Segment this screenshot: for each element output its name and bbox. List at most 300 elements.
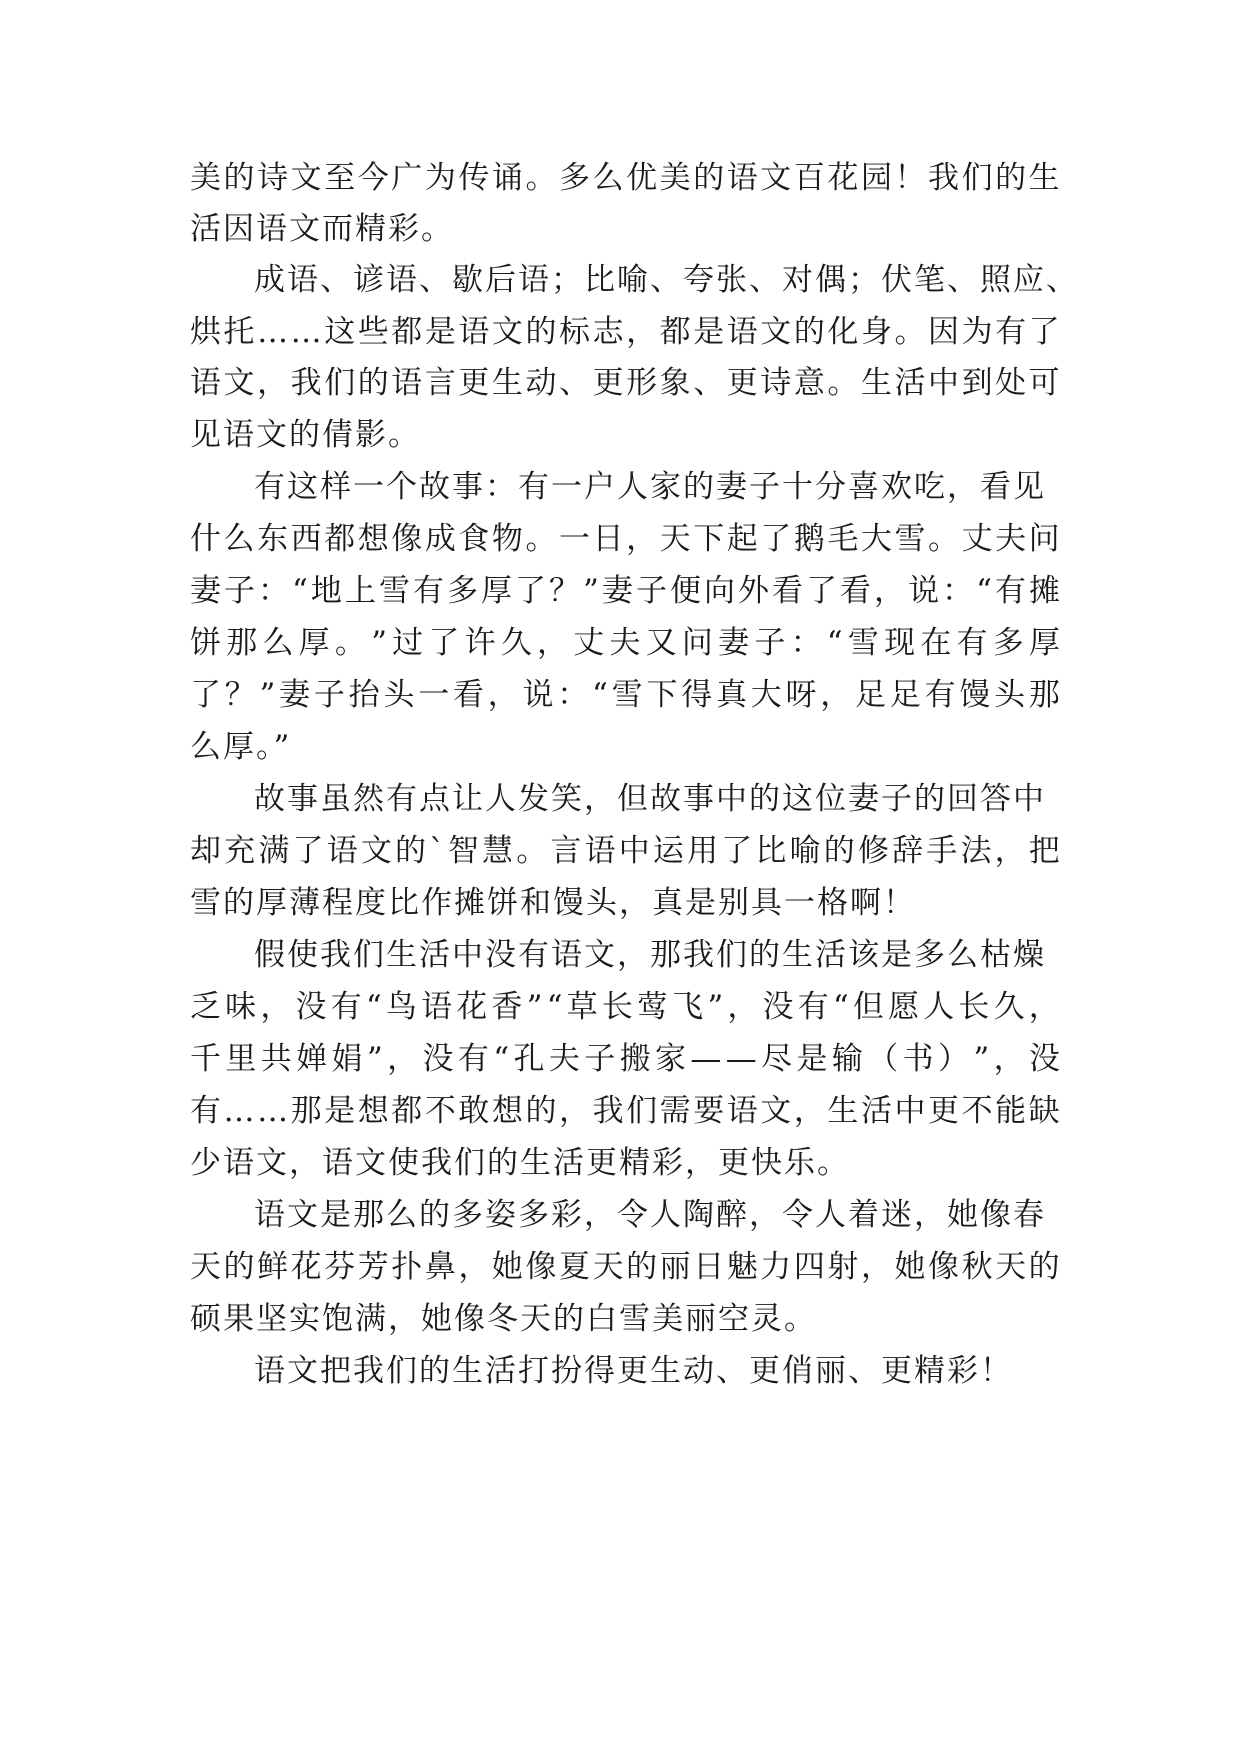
text-char: 言 bbox=[424, 365, 456, 401]
text-char: 婵 bbox=[296, 1041, 328, 1077]
text-char: 头 bbox=[994, 677, 1026, 713]
text-char: 却 bbox=[190, 833, 221, 869]
text-line: 语文是那么的多姿多彩，令人陶醉，令人着迷，她像春 bbox=[254, 1197, 1046, 1233]
text-char: 看 bbox=[452, 677, 484, 713]
text-char: 厚 bbox=[481, 573, 512, 609]
text-char: 敢 bbox=[458, 1093, 490, 1129]
text-char: 像 bbox=[391, 521, 423, 557]
text-char: 雪 bbox=[611, 677, 643, 713]
text-char: ？ bbox=[549, 573, 581, 609]
text-char: 外 bbox=[737, 573, 769, 609]
text-char: ， bbox=[487, 677, 519, 713]
text-char: 扑 bbox=[391, 1249, 423, 1285]
text-char: 地 bbox=[310, 573, 342, 609]
text-char: 是 bbox=[693, 314, 725, 350]
text-char: 有 bbox=[994, 573, 1026, 609]
text-char: 中 bbox=[894, 1093, 926, 1129]
text-char: “ bbox=[976, 573, 992, 609]
text-char: 、 bbox=[559, 365, 591, 401]
text-char: 。 bbox=[827, 365, 859, 401]
text-char: ： bbox=[942, 573, 974, 609]
text-char: 文 bbox=[360, 833, 392, 869]
text-char: 么 bbox=[592, 160, 624, 196]
text-char: 看 bbox=[840, 573, 872, 609]
text-char: 文 bbox=[491, 314, 523, 350]
text-char: ” bbox=[973, 1041, 990, 1077]
text-char: 人 bbox=[923, 989, 955, 1025]
text-char: 语 bbox=[726, 160, 758, 196]
text-char: ， bbox=[458, 1249, 490, 1285]
text-char: 成 bbox=[424, 521, 456, 557]
text-char: 里 bbox=[225, 1041, 257, 1077]
text-char: ” bbox=[707, 989, 724, 1025]
text-char: ： bbox=[258, 573, 290, 609]
text-char: 输 bbox=[831, 1041, 863, 1077]
text-char: 了 bbox=[1028, 314, 1060, 350]
text-char: 莺 bbox=[636, 989, 668, 1025]
text-char: 文 bbox=[290, 160, 322, 196]
text-char: 那 bbox=[226, 625, 258, 661]
text-char: 足 bbox=[889, 677, 921, 713]
text-char: 的 bbox=[995, 160, 1027, 196]
text-char: 说 bbox=[908, 573, 940, 609]
text-char: 看 bbox=[772, 573, 803, 609]
text-char: 天 bbox=[659, 521, 691, 557]
text-line bbox=[190, 519, 1060, 559]
text-char: 多 bbox=[446, 573, 478, 609]
text-char: 物 bbox=[491, 521, 523, 557]
text-char: 这 bbox=[324, 314, 356, 350]
text-char: 过 bbox=[392, 625, 424, 661]
text-char: 修 bbox=[857, 833, 889, 869]
text-char: 语 bbox=[458, 314, 490, 350]
text-char: 丽 bbox=[659, 1249, 691, 1285]
text-char: 想 bbox=[491, 1093, 523, 1129]
text-char: 的 bbox=[357, 365, 389, 401]
text-char: 尽 bbox=[761, 1041, 793, 1077]
text-char: 一 bbox=[559, 521, 591, 557]
text-char: 长 bbox=[958, 989, 990, 1025]
text-char: 都 bbox=[324, 521, 356, 557]
text-char: 语 bbox=[421, 989, 453, 1025]
text-char: 鲜 bbox=[257, 1249, 289, 1285]
text-line: 见语文的倩影。 bbox=[190, 417, 421, 453]
text-char: 广 bbox=[391, 160, 423, 196]
text-char: 生 bbox=[860, 365, 892, 401]
text-line: 活因语文而精彩。 bbox=[190, 211, 454, 247]
text-char: 都 bbox=[659, 314, 691, 350]
text-char: ， bbox=[257, 365, 289, 401]
text-line bbox=[190, 831, 1060, 871]
text-char: 那 bbox=[290, 1093, 322, 1129]
text-line bbox=[190, 158, 1060, 198]
text-char: ！ bbox=[894, 160, 926, 196]
text-char: 生 bbox=[491, 365, 523, 401]
text-char: 搬 bbox=[619, 1041, 651, 1077]
text-char: 花 bbox=[290, 1249, 322, 1285]
text-char: 比 bbox=[755, 833, 787, 869]
text-char: 丈 bbox=[961, 521, 993, 557]
text-char: 一 bbox=[418, 677, 450, 713]
text-char: 化 bbox=[827, 314, 859, 350]
text-char: 美 bbox=[190, 160, 221, 196]
text-char: ： bbox=[557, 677, 589, 713]
text-char: 有 bbox=[995, 314, 1027, 350]
text-char: 草 bbox=[566, 989, 598, 1025]
text-char: 味 bbox=[225, 989, 257, 1025]
text-char: 今 bbox=[357, 160, 389, 196]
text-line bbox=[190, 675, 1060, 715]
text-char: 中 bbox=[618, 833, 650, 869]
text-char: 生 bbox=[1028, 160, 1060, 196]
text-char: 中 bbox=[928, 365, 960, 401]
text-char: 夫 bbox=[609, 625, 641, 661]
text-char: 向 bbox=[703, 573, 735, 609]
text-char: 足 bbox=[855, 677, 887, 713]
text-char: 雪 bbox=[894, 521, 926, 557]
text-char: 么 bbox=[262, 625, 294, 661]
text-char: 象 bbox=[659, 365, 691, 401]
text-char: 大 bbox=[860, 521, 892, 557]
text-char: 夫 bbox=[548, 1041, 580, 1077]
text-char: 花 bbox=[456, 989, 488, 1025]
text-char: 抬 bbox=[348, 677, 380, 713]
text-char: 的 bbox=[1028, 1249, 1060, 1285]
text-char: 鹅 bbox=[793, 521, 825, 557]
text-char: 问 bbox=[681, 625, 713, 661]
text-char: 像 bbox=[525, 1249, 557, 1285]
text-char: 我 bbox=[290, 365, 322, 401]
text-char: 下 bbox=[693, 521, 725, 557]
text-line bbox=[190, 987, 1060, 1027]
text-char: 了 bbox=[515, 573, 547, 609]
text-char: 千 bbox=[190, 1041, 221, 1077]
text-char: 什 bbox=[190, 521, 221, 557]
text-char: 的 bbox=[693, 160, 725, 196]
text-char: 大 bbox=[750, 677, 782, 713]
text-char: 智 bbox=[447, 833, 479, 869]
text-char: 们 bbox=[961, 160, 993, 196]
text-char: 有 bbox=[190, 1093, 221, 1129]
text-char: 愿 bbox=[888, 989, 920, 1025]
text-char: 起 bbox=[726, 521, 758, 557]
text-char: 活 bbox=[860, 1093, 892, 1129]
text-char: 四 bbox=[793, 1249, 825, 1285]
text-char: 美 bbox=[659, 160, 691, 196]
text-char: ， bbox=[793, 1093, 825, 1129]
text-char: 鼻 bbox=[424, 1249, 456, 1285]
text-char: ， bbox=[820, 677, 852, 713]
text-char: ） bbox=[937, 1041, 969, 1077]
text-char: 妻 bbox=[279, 677, 311, 713]
text-line: 成语、谚语、歇后语；比喻、夸张、对偶；伏笔、照应、 bbox=[254, 262, 1079, 298]
text-line bbox=[190, 363, 1060, 403]
text-char: 日 bbox=[693, 1249, 725, 1285]
text-char: 子 bbox=[635, 573, 667, 609]
text-char: 。 bbox=[894, 314, 926, 350]
text-char: 我 bbox=[928, 160, 960, 196]
text-char: 日 bbox=[592, 521, 624, 557]
text-char: 飞 bbox=[672, 989, 704, 1025]
text-char: 厚 bbox=[1028, 625, 1060, 661]
text-char: “ bbox=[365, 989, 382, 1025]
text-char: 诵 bbox=[491, 160, 523, 196]
text-char: 西 bbox=[290, 521, 322, 557]
text-char: 便 bbox=[669, 573, 701, 609]
text-char: “ bbox=[592, 677, 608, 713]
text-char: 她 bbox=[491, 1249, 523, 1285]
text-char: 娟 bbox=[331, 1041, 363, 1077]
text-char: 想 bbox=[357, 521, 389, 557]
text-line: 少语文，语文使我们的生活更精彩，更快乐。 bbox=[190, 1145, 850, 1181]
text-char: 久 bbox=[500, 625, 532, 661]
text-char: — bbox=[690, 1041, 722, 1077]
text-char: 。 bbox=[525, 160, 557, 196]
text-char: 言 bbox=[550, 833, 582, 869]
text-char: 真 bbox=[715, 677, 747, 713]
text-char: 有 bbox=[924, 677, 956, 713]
text-char: 辞 bbox=[892, 833, 924, 869]
text-char: 没 bbox=[1028, 1041, 1060, 1077]
text-char: 不 bbox=[961, 1093, 993, 1129]
text-char: 了 bbox=[760, 521, 792, 557]
text-char: 喻 bbox=[789, 833, 821, 869]
text-line: 有这样一个故事：有一户人家的妻子十分喜欢吃，看见 bbox=[254, 469, 1046, 505]
text-char: ， bbox=[860, 1249, 892, 1285]
text-char: 上 bbox=[344, 573, 376, 609]
text-char: — bbox=[725, 1041, 757, 1077]
text-char: 呀 bbox=[785, 677, 817, 713]
text-char: … bbox=[257, 314, 289, 350]
text-char: 满 bbox=[258, 833, 290, 869]
text-char: 的 bbox=[823, 833, 855, 869]
text-char: 传 bbox=[458, 160, 490, 196]
text-char: 馒 bbox=[959, 677, 991, 713]
text-char: 天 bbox=[995, 1249, 1027, 1285]
text-line bbox=[190, 623, 1060, 663]
text-char: 志 bbox=[592, 314, 624, 350]
text-char: 手 bbox=[926, 833, 958, 869]
text-char: 把 bbox=[1028, 833, 1060, 869]
text-line: 假使我们生活中没有语文，那我们的生活该是多么枯燥 bbox=[254, 937, 1046, 973]
text-char: 意 bbox=[793, 365, 825, 401]
text-char: 更 bbox=[726, 365, 758, 401]
text-char: ` bbox=[429, 833, 445, 869]
text-char: 有 bbox=[330, 989, 362, 1025]
text-char: 那 bbox=[1028, 677, 1060, 713]
text-char: 园 bbox=[860, 160, 892, 196]
text-char: 们 bbox=[626, 1093, 658, 1129]
text-char: “ bbox=[493, 1041, 510, 1077]
text-char: 摊 bbox=[1028, 573, 1060, 609]
text-char: 因 bbox=[928, 314, 960, 350]
text-char: 我 bbox=[592, 1093, 624, 1129]
text-char: 有 bbox=[797, 989, 829, 1025]
text-char: 文 bbox=[760, 160, 792, 196]
text-char: 雪 bbox=[847, 625, 879, 661]
text-char: ， bbox=[994, 833, 1026, 869]
text-char: 头 bbox=[383, 677, 415, 713]
text-char: 到 bbox=[961, 365, 993, 401]
text-char: 有 bbox=[457, 1041, 489, 1077]
text-char: 夫 bbox=[995, 521, 1027, 557]
text-char: 了 bbox=[721, 833, 753, 869]
text-char: 现 bbox=[884, 625, 916, 661]
text-char: 说 bbox=[522, 677, 554, 713]
text-char: 的 bbox=[525, 314, 557, 350]
text-char: 标 bbox=[559, 314, 591, 350]
text-char: 天 bbox=[190, 1249, 221, 1285]
text-char: 下 bbox=[646, 677, 678, 713]
text-char: 百 bbox=[793, 160, 825, 196]
text-char: 力 bbox=[760, 1249, 792, 1285]
text-char: 优 bbox=[626, 160, 658, 196]
text-char: 么 bbox=[223, 521, 255, 557]
text-char: 都 bbox=[391, 1093, 423, 1129]
text-char: 又 bbox=[645, 625, 677, 661]
text-char: 、 bbox=[693, 365, 725, 401]
text-char: 了 bbox=[190, 677, 221, 713]
text-char: 诗 bbox=[760, 365, 792, 401]
text-char: 是 bbox=[796, 1041, 828, 1077]
text-char: 语 bbox=[326, 833, 358, 869]
text-char: 问 bbox=[1028, 521, 1060, 557]
text-char: 天 bbox=[592, 1249, 624, 1285]
text-char: ？ bbox=[224, 677, 256, 713]
text-char: 夏 bbox=[559, 1249, 591, 1285]
text-char: 得 bbox=[681, 677, 713, 713]
text-char: 至 bbox=[324, 160, 356, 196]
text-char: 为 bbox=[424, 160, 456, 196]
text-char: 东 bbox=[257, 521, 289, 557]
text-char: 乏 bbox=[190, 989, 221, 1025]
text-char: “ bbox=[292, 573, 308, 609]
text-char: 久 bbox=[993, 989, 1025, 1025]
text-char: 更 bbox=[458, 365, 490, 401]
text-char: 是 bbox=[324, 1093, 356, 1129]
text-char: ： bbox=[790, 625, 822, 661]
text-char: ” bbox=[526, 989, 543, 1025]
text-char: 是 bbox=[424, 314, 456, 350]
text-char: “ bbox=[546, 989, 563, 1025]
text-char: 更 bbox=[928, 1093, 960, 1129]
text-char: ， bbox=[727, 989, 759, 1025]
text-char: 没 bbox=[295, 989, 327, 1025]
text-char: 缺 bbox=[1028, 1093, 1060, 1129]
text-char: 语 bbox=[391, 365, 423, 401]
text-char: 活 bbox=[894, 365, 926, 401]
text-char: ， bbox=[260, 989, 292, 1025]
text-char: 的 bbox=[793, 314, 825, 350]
text-char: 的 bbox=[525, 1093, 557, 1129]
text-char: 香 bbox=[491, 989, 523, 1025]
text-char: 们 bbox=[324, 365, 356, 401]
text-char: 子 bbox=[754, 625, 786, 661]
text-char: 为 bbox=[961, 314, 993, 350]
text-char: 妻 bbox=[718, 625, 750, 661]
text-char: 的 bbox=[223, 1249, 255, 1285]
text-char: 运 bbox=[652, 833, 684, 869]
text-char: “ bbox=[832, 989, 849, 1025]
text-line: 硕果坚实饱满，她像冬天的白雪美丽空灵。 bbox=[190, 1301, 817, 1337]
text-char: 托 bbox=[223, 314, 255, 350]
text-char: … bbox=[223, 1093, 255, 1129]
text-char: 的 bbox=[395, 833, 427, 869]
text-char: ， bbox=[993, 1041, 1025, 1077]
text-line: 故事虽然有点让人发笑，但故事中的这位妻子的回答中 bbox=[254, 781, 1046, 817]
text-char: 想 bbox=[357, 1093, 389, 1129]
text-char: 秋 bbox=[961, 1249, 993, 1285]
text-line: 雪的厚薄程度比作摊饼和馒头，真是别具一格啊！ bbox=[190, 885, 916, 921]
text-line bbox=[190, 1247, 1060, 1287]
text-char: ， bbox=[626, 521, 658, 557]
text-char: 。 bbox=[525, 521, 557, 557]
text-char: 。 bbox=[516, 833, 548, 869]
text-char: （ bbox=[867, 1041, 899, 1077]
text-char: 多 bbox=[559, 160, 591, 196]
text-char: 家 bbox=[654, 1041, 686, 1077]
text-char: 妻 bbox=[190, 573, 221, 609]
text-char: 鸟 bbox=[385, 989, 417, 1025]
text-char: 毛 bbox=[827, 521, 859, 557]
text-char: ， bbox=[537, 625, 569, 661]
text-char: 。 bbox=[928, 521, 960, 557]
text-char: 了 bbox=[428, 625, 460, 661]
text-char: ， bbox=[387, 1041, 419, 1077]
text-char: 语 bbox=[726, 314, 758, 350]
text-char: 许 bbox=[464, 625, 496, 661]
text-char: 生 bbox=[827, 1093, 859, 1129]
text-char: 多 bbox=[992, 625, 1024, 661]
text-char: ， bbox=[559, 1093, 591, 1129]
text-char: 不 bbox=[424, 1093, 456, 1129]
text-char: 长 bbox=[601, 989, 633, 1025]
text-line: 么厚。” bbox=[190, 729, 292, 765]
text-char: 花 bbox=[827, 160, 859, 196]
text-char: 可 bbox=[1028, 365, 1060, 401]
text-char: 芳 bbox=[357, 1249, 389, 1285]
text-char: 语 bbox=[726, 1093, 758, 1129]
text-char: 都 bbox=[391, 314, 423, 350]
text-char: ， bbox=[626, 314, 658, 350]
text-char: 书 bbox=[902, 1041, 934, 1077]
text-char: … bbox=[290, 314, 322, 350]
text-char: … bbox=[257, 1093, 289, 1129]
text-char: 诗 bbox=[257, 160, 289, 196]
text-char: 但 bbox=[852, 989, 884, 1025]
text-char: 文 bbox=[223, 365, 255, 401]
text-char: 芬 bbox=[324, 1249, 356, 1285]
text-line bbox=[190, 1039, 1060, 1079]
text-char: 子 bbox=[313, 677, 345, 713]
text-char: 形 bbox=[626, 365, 658, 401]
text-char: 文 bbox=[760, 314, 792, 350]
text-char: 的 bbox=[626, 1249, 658, 1285]
text-char: 有 bbox=[956, 625, 988, 661]
text-char: ” bbox=[366, 1041, 383, 1077]
text-char: 丈 bbox=[573, 625, 605, 661]
text-line: 语文把我们的生活打扮得更生动、更俏丽、更精彩！ bbox=[254, 1353, 1013, 1389]
text-char: 没 bbox=[762, 989, 794, 1025]
text-char: 饼 bbox=[190, 625, 221, 661]
text-char: 要 bbox=[693, 1093, 725, 1129]
text-char: 厚 bbox=[298, 625, 330, 661]
text-char: 语 bbox=[584, 833, 616, 869]
text-line bbox=[190, 571, 1060, 611]
text-char: 用 bbox=[687, 833, 719, 869]
text-char: 动 bbox=[525, 365, 557, 401]
text-char: 语 bbox=[190, 365, 221, 401]
